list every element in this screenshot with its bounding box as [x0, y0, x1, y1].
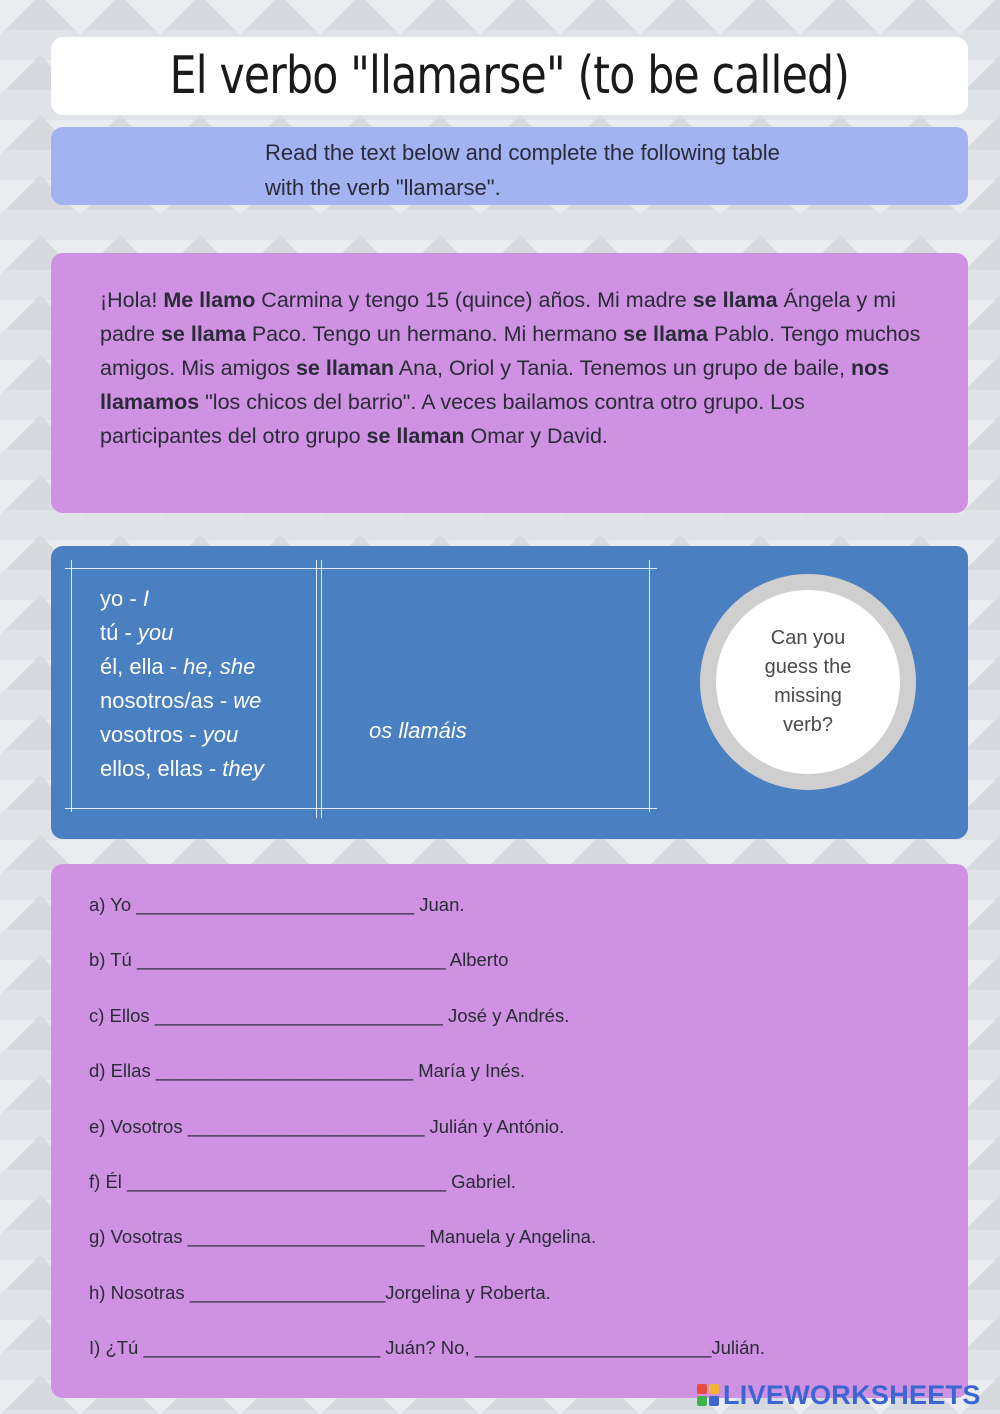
pronoun-row	[100, 752, 264, 786]
exercise-item: g) Vosotras _______________________ Manuela y Angelina.	[89, 1226, 597, 1248]
reading-segment: Omar y David.	[464, 424, 608, 448]
pronoun-row	[100, 582, 264, 616]
highlighted-verb: se llama	[160, 322, 246, 346]
exercise-box	[51, 864, 968, 1398]
exercise-item: d) Ellas _________________________ María y Inés.	[89, 1060, 526, 1082]
reading-segment: Carmina y tengo 15 (quince) años. Mi madre	[255, 288, 693, 312]
pronoun-row	[100, 684, 264, 718]
liveworksheets-watermark	[697, 1380, 981, 1410]
pronoun-separator: -	[123, 586, 143, 611]
highlighted-verb: Me llamo	[163, 288, 256, 312]
reading-segment: "los chicos del barrio". A veces bailamos contra otro grupo. Los participantes del otro grupo	[100, 390, 805, 448]
pronoun-english: they	[222, 756, 264, 781]
pronoun-separator: -	[118, 620, 138, 645]
highlighted-verb: se llaman	[366, 424, 465, 448]
highlighted-verb: nos llamamos	[100, 356, 890, 414]
pronoun-spanish: nosotros/as	[100, 688, 214, 713]
table-left-line	[71, 560, 72, 812]
table-divider-line-2	[321, 560, 322, 818]
reading-segment: ¡Hola!	[100, 288, 164, 312]
exercise-item: f) Él _______________________________ Gabriel.	[89, 1171, 516, 1192]
watermark-text: LIVEWORKSHEETS	[723, 1379, 981, 1410]
pronoun-english: you	[137, 620, 174, 645]
exercise-item: c) Ellos ____________________________ José y Andrés.	[89, 1004, 570, 1026]
liveworksheets-logo-icon	[697, 1384, 719, 1406]
hint-bubble-text: Can you guess the missing verb?	[764, 627, 852, 736]
exercise-item: b) Tú ______________________________ Alberto	[89, 949, 509, 971]
pronoun-spanish: ellos, ellas	[100, 756, 203, 781]
pronoun-english: we	[233, 688, 262, 713]
pronoun-spanish: tú	[100, 620, 119, 645]
pronoun-separator: -	[163, 654, 184, 679]
table-divider-line-1	[316, 560, 317, 818]
pronoun-english: you	[202, 722, 239, 747]
hint-bubble	[700, 574, 916, 790]
reading-segment: Ángela y mi padre	[100, 288, 896, 346]
pronoun-separator: -	[202, 756, 223, 781]
pronoun-english: I	[142, 586, 149, 611]
reading-text	[100, 283, 930, 453]
exercise-item: e) Vosotros _______________________ Julián y António.	[89, 1115, 565, 1137]
reading-segment: Pablo. Tengo muchos amigos. Mis amigos	[100, 322, 921, 380]
exercise-item: h) Nosotras ___________________Jorgelina y Roberta.	[89, 1281, 551, 1303]
reading-segment: Ana, Oriol y Tania. Tenemos un grupo de baile,	[393, 356, 851, 380]
highlighted-verb: se llama	[692, 288, 778, 312]
pronoun-spanish: él, ella	[100, 654, 164, 679]
instructions-text: Read the text below and complete the following table with the verb "llamarse".	[265, 140, 780, 200]
highlighted-verb: se llaman	[295, 356, 394, 380]
pronoun-separator: -	[213, 688, 234, 713]
reading-segment: Paco. Tengo un hermano. Mi hermano	[245, 322, 624, 346]
pronoun-row	[100, 718, 264, 752]
table-bottom-line	[65, 808, 657, 809]
instructions-box	[51, 127, 968, 205]
pronoun-english: he, she	[183, 654, 256, 679]
pronoun-spanish: vosotros	[100, 722, 184, 747]
title-banner	[51, 37, 968, 115]
table-right-line	[649, 560, 650, 812]
highlighted-verb: se llama	[623, 322, 708, 346]
pronoun-spanish: yo	[100, 586, 124, 611]
given-verb-form: os llamáis	[369, 718, 467, 743]
pronoun-row	[100, 616, 264, 650]
exercise-item: I) ¿Tú _______________________ Juán? No, _______________________Julián.	[89, 1337, 765, 1359]
page-title: El verbo "llamarse" (to be called)	[169, 46, 850, 106]
pronoun-separator: -	[183, 722, 203, 747]
reading-box	[51, 253, 968, 513]
pronoun-list	[100, 582, 264, 786]
pronoun-row	[100, 650, 264, 684]
exercise-item: a) Yo ___________________________ Juan.	[89, 894, 465, 915]
conjugation-table	[51, 546, 968, 839]
table-top-line	[65, 568, 657, 569]
